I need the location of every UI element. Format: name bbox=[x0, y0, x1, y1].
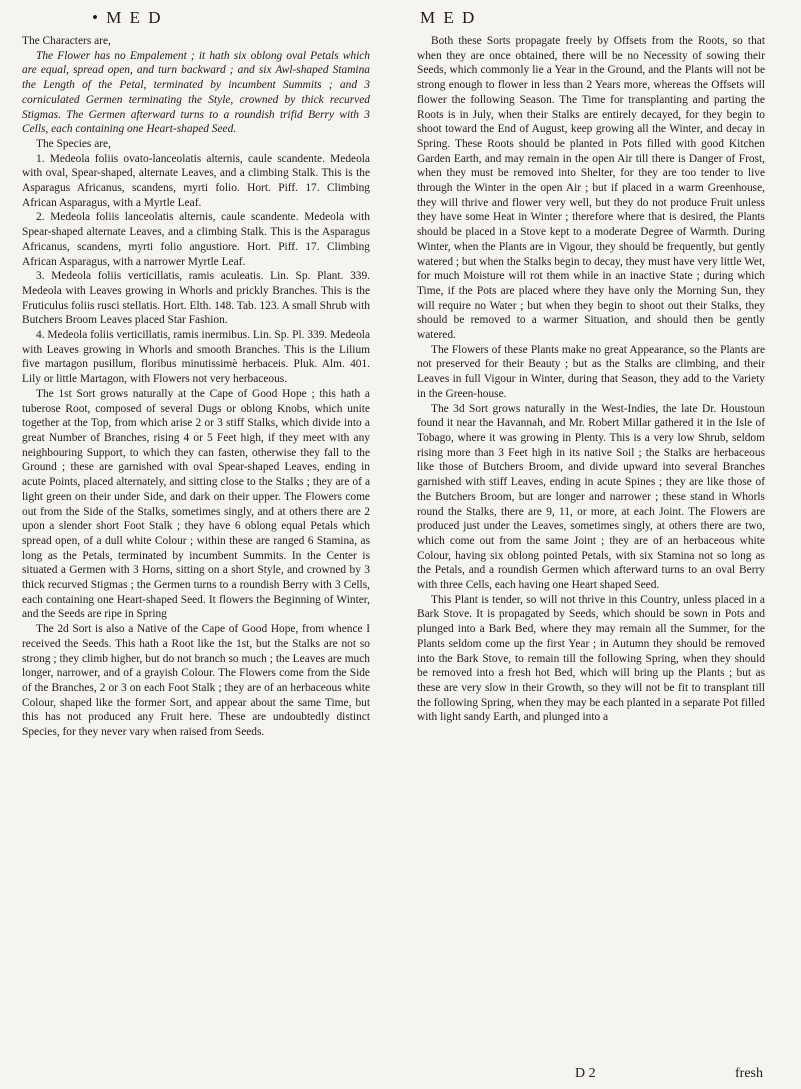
paragraph: The 1st Sort grows naturally at the Cape of Good Hope ; this hath a tuberose Root, composed of several Dugs or oblong Knobs, which unite together at the Top, from which arise 2 or 3 stiff Stalks, which divide into a great Number of Branches, rising 4 or 5 Feet high, if they meet with any neighbouring Support, to which they can fasten, otherwise they fall to the Ground ; these are garnished with oval Spear-shaped Leaves, ending in acute Points, placed alternately, and sitting close to the Stalks ; they are of a light green on their under Side, and dark on their upper. The Flowers come out from the Side of the Stalks, sometimes singly, and at others there are 2 upon a slender short Foot Stalk ; they have 6 oblong equal Petals which spread open, of a dull white Colour ; within these are ranged 6 Stamina, as long as the Petals, terminated by incumbent Summits. In the Center is situated a Germen with 3 Horns, sitting on a short Style, and crowned by 3 thick recurved Stigmas ; the Germen turns to a roundish Berry with 3 Cells, each containing one Heart-shaped Seed. It flowers the Beginning of Winter, and the Seeds are ripe in Spring bbox=[22, 387, 370, 621]
paragraph: 3. Medeola foliis verticillatis, ramis aculeatis. Lin. Sp. Plant. 339. Medeola with Leaves growing in Whorls and prickly Branches. This is the Fruticulus foliis rusci stellatis. Hort. Elth. 148. Tab. 123. A small Shrub with Butchers Broom Leaves placed Star Fashion. bbox=[22, 270, 370, 327]
left-column bbox=[22, 34, 370, 740]
page-footer bbox=[0, 1066, 801, 1086]
paragraph: 1. Medeola foliis ovato-lanceolatis alternis, caule scandente. Medeola with oval, Spear-shaped, alternate Leaves, and a climbing Stalk. This is the Asparagus Africanus, scandens, myrti folio. Hort. Piff. 17. Climbing African Asparagus, with a Myrtle Leaf. bbox=[22, 152, 370, 209]
signature-mark: D 2 bbox=[575, 1066, 596, 1081]
header-right: M E D bbox=[420, 8, 477, 27]
paragraph: 4. Medeola foliis verticillatis, ramis inermibus. Lin. Sp. Pl. 339. Medeola with Leaves growing in Whorls and smooth Branches. This is the Lilium five martagon pusillum, floribus minutissimè herbaceis. Pluk. Alm. 401. Lily or little Martagon, with Flowers not very herbaceous. bbox=[22, 329, 370, 386]
paragraph: 2. Medeola foliis lanceolatis alternis, caule scandente. Medeola with Spear-shaped alternate Leaves, and a climbing Stalk. This is the Asparagus Africanus, scandens, myrti folio angustiore. Hort. Piff. 17. Climbing African Asparagus, with a narrower Myrtle Leaf. bbox=[22, 211, 370, 268]
paragraph: Both these Sorts propagate freely by Offsets from the Roots, so that when they are once obtained, there will be no Necessity of sowing their Seeds, which commonly lie a Year in the Ground, and the Plants will not be strong enough to flower in less than 2 Years more, whereas the Offsets will flower the following Season. The Time for transplanting and parting the Roots is in July, when their Stalks are entirely decayed, for they begin to shoot toward the End of August, keep growing all the Winter, and decay in Spring. These Roots should be planted in Pots filled with good Kitchen Garden Earth, and may remain in the open Air till there is Danger of Frost, when they must be removed into Shelter, for they are too tender to live through the Winter in the open Air ; but if placed in a warm Greenhouse, they will thrive and flower very well, but they do not produce Fruit unless they have some Heat in Winter ; therefore where that is desired, the Plants should be placed in a Stove kept to a moderate Degree of Warmth. During Winter, when the Plants are in Vigour, they should be frequently, but gently watered ; but when the Stalks begin to decay, they must have very little Wet, for much Moisture will rot them while in an inactive State ; during which Time, if the Pots are placed where they have only the Morning Sun, they will require no Water ; but when they begin to shoot out their Stalks, they should be removed to a warmer Situation, and should then be gently watered. bbox=[417, 35, 765, 342]
catchword: fresh bbox=[735, 1066, 763, 1081]
paragraph: The Species are, bbox=[36, 137, 111, 150]
running-header bbox=[0, 8, 801, 34]
paragraph: The 2d Sort is also a Native of the Cape of Good Hope, from whence I received the Seeds. This hath a Root like the 1st, but the Stalks are not so strong ; they climb higher, but do not branch so much ; the Leaves are much longer, narrower, and of a grayish Colour. The Flowers come from the Side of the Branches, 2 or 3 on each Foot Stalk ; they are of an herbaceous white Colour, shaped like the former Sort, and appear about the same Time, but this has not produced any Fruit here. These are undoubtedly distinct Species, for they never vary when raised from Seeds. bbox=[22, 623, 370, 739]
header-left: • M E D bbox=[92, 8, 163, 27]
paragraph: The 3d Sort grows naturally in the West-Indies, the late Dr. Houstoun found it near the Havannah, and Mr. Robert Millar gathered it in the Isle of Tobago, where it was growing in Plenty. This is a very low Shrub, seldom rising more than 3 Feet high in its native Soil ; the Stalks are herbaceous like those of Butchers Broom, and divide upward into several Branches garnished with stiff Leaves, ending in acute Spines ; they are like those of the Butchers Broom, but are longer and narrower ; these stand in Whorls round the Stalks, there are 9, 11, or more, at each Joint. The Flowers are produced just under the Leaves, sometimes singly, at others there are two, which come out from the same Joint ; they are of an herbaceous white Colour, having six oblong pointed Petals, with six Stamina not so long as the Petals, and a roundish Germen which afterward turns to an oval Berry with three Cells, each having one Heart shaped Seed. bbox=[417, 402, 765, 592]
paragraph: The Characters are, bbox=[22, 35, 111, 47]
right-column bbox=[417, 34, 765, 725]
paragraph: The Flower has no Empalement ; it hath six oblong oval Petals which are equal, spread open, and turn backward ; and six Awl-shaped Stamina the Length of the Petal, terminated by incumbent Summits ; and 3 corniculated Germen terminating the Style, crowned by thick recurved Stigmas. The Germen afterward turns to a roundish trifid Berry with 3 Cells, each containing one Heart-shaped Seed. bbox=[22, 49, 370, 136]
paragraph: This Plant is tender, so will not thrive in this Country, unless placed in a Bark Stove. It is propagated by Seeds, which should be sown in Pots and plunged into a Bark Bed, where they may remain all the Summer, for the Plants seldom come up the first Year ; in Autumn they should be removed into the Bark Stove, to remain till the following Spring, when they should be removed into a fresh hot Bed, which will bring up the Plants ; but as these are very slow in their Growth, so they will not be fit to transplant till the following Spring, when they may be each planted in a separate Pot filled with light sandy Earth, and plunged into a bbox=[417, 593, 765, 724]
paragraph: The Flowers of these Plants make no great Appearance, so the Plants are not preserved for their Beauty ; but as the Stalks are climbing, and their Leaves in full Vigour in Winter, during that Season, they add to the Variety in the Green-house. bbox=[417, 343, 765, 400]
